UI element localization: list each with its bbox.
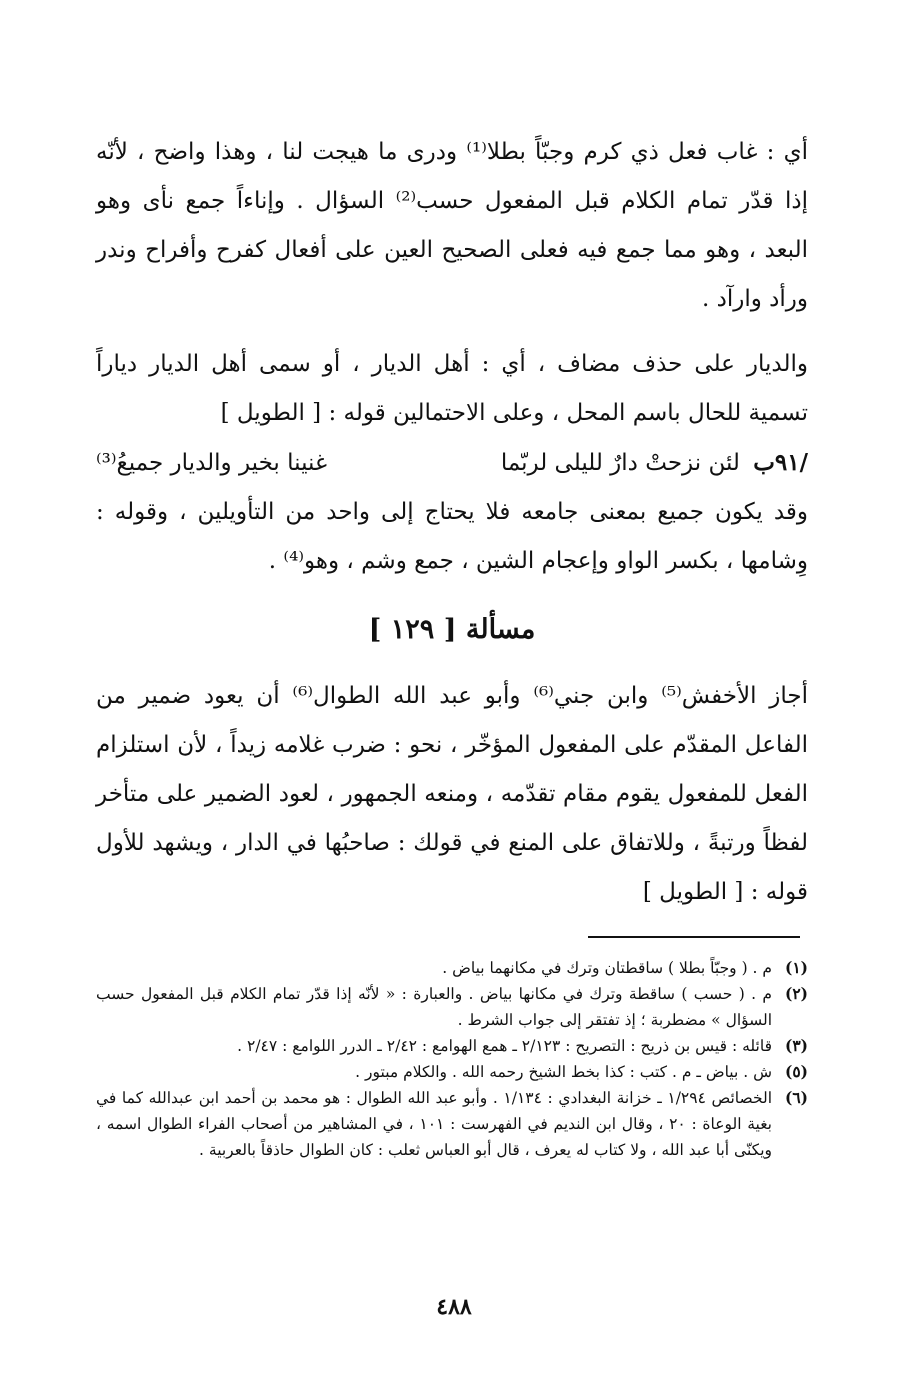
footnote-text: م . ( حسب ) ساقطة وترك في مكانها بياض . والعبارة : « لأنّه إذا قدّر تمام الكلام قبل المفعول حسب السؤال » مضطربة ؛ إذ تفتقر إلى جواب الشرط . — [96, 985, 772, 1029]
footnote-item — [96, 1059, 808, 1085]
footnote-text: ش . بياض ـ م . كتب : كذا بخط الشيخ رحمه الله . والكلام مبتور . — [355, 1063, 772, 1081]
footnote-separator — [588, 936, 800, 938]
footnote-item — [96, 955, 808, 981]
footnote-item — [96, 1085, 808, 1163]
footnote-number: (٥) — [784, 1062, 808, 1081]
paragraph-2: والديار على حذف مضاف ، أي : أهل الديار ، أو سمى أهل الديار دياراً تسمية للحال باسم المحل ، وعلى الاحتمالين قوله : [ الطويل ] — [96, 351, 808, 426]
footnote-text: م . ( وجبّاً بطلا ) ساقطتان وترك في مكانهما بياض . — [442, 959, 772, 977]
footnote-item — [96, 1033, 808, 1059]
footnote-text: الخصائص ١/٢٩٤ ـ خزانة البغدادي : ١/١٣٤ . وأبو عبد الله الطوال : هو محمد بن أحمد ابن عبدالله كما في بغية الوعاة : ٢٠ ، وقال ابن النديم في الفهرست : ١٠١ ، في المشاهير من أصحاب الفراء الطوال اسمه ، ويكنّى أبا عبد الله ، ولا كتاب له يعرف ، قال أبو العباس ثعلب : كان الطوال حاذقاً بالعربية . — [96, 1089, 772, 1159]
footnote-number: (٦) — [784, 1088, 808, 1107]
footnote-item — [96, 981, 808, 1033]
verse-first-part — [501, 438, 808, 488]
footnote-number: (٢) — [784, 984, 808, 1003]
page-number: ٤٨٨ — [436, 1294, 472, 1320]
paragraph-gap — [96, 324, 808, 340]
paragraph-4: أجاز الأخفش⁽⁵⁾ وابن جني⁽⁶⁾ وأبو عبد الله الطوال⁽⁶⁾ أن يعود ضمير من الفاعل المقدّم على المفعول المؤخّر ، نحو : ضرب غلامه زيداً ، لأن استلزام الفعل للمفعول يقوم مقام تقدّمه ، ومنعه الجمهور ، لعود الضمير على متأخر لفظاً ورتبةً ، وللاتفاق على المنع في قولك : صاحبُها في الدار ، ويشهد للأول قوله : [ الطويل ] — [96, 683, 808, 905]
section-heading: مسألة [ ١٢٩ ] — [368, 614, 536, 645]
paragraph-3: وقد يكون جميع بمعنى جامعه فلا يحتاج إلى واحد من التأويلين ، وقوله : وِشامها ، بكسر الواو وإعجام الشين ، جمع وشم ، وهو⁽⁴⁾ . — [96, 499, 808, 574]
verse-hemistich-2: غنينا بخير والديار جميعُ⁽³⁾ — [96, 450, 327, 476]
footnote-number: (٣) — [784, 1036, 808, 1055]
verse-hemistich-1: لئن نزحتْ دارٌ لليلى لربّما — [500, 450, 740, 476]
paragraph-1: أي : غاب فعل ذي كرم وجبّاً بطلا⁽¹⁾ ودرى ما هيجت لنا ، وهذا واضح ، لأنّه إذا قدّر تمام الكلام قبل المفعول حسب⁽²⁾ السؤال . وإناءاً جمع نأى وهو البعد ، وهو مما جمع فيه فعلى الصحيح العين على أفعال كفرح وأفراح وندر ورأد وارآد . — [96, 139, 808, 312]
footnotes — [96, 955, 808, 1163]
footnote-text: قائله : قيس بن ذريح : التصريح : ٢/١٢٣ ـ همع الهوامع : ٢/٤٢ ـ الدرر اللوامع : ٢/٤٧ . — [237, 1037, 772, 1055]
poetry-verse — [96, 438, 808, 488]
manuscript-folio-ref: /٩١ب — [753, 449, 808, 476]
footnote-number: (١) — [784, 958, 808, 977]
main-text — [96, 128, 808, 917]
